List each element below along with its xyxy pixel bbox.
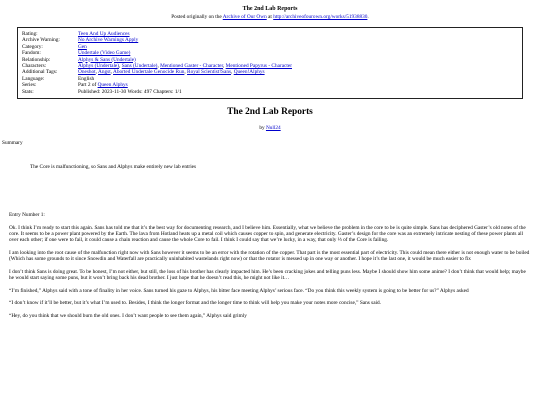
tag-link[interactable]: Royal Scientist!Sans [187,69,232,76]
body-paragraph: I am looking into the root cause of the malfunction right now with Sans however it seems to be an error with the rotation of the copper. That part is the most essential part of electricity. This could mean there either is not enough water to be boiled (Which has some grounds to it since Snowdin and Waterfall are practically uninhabited wastelands right now) or that the rotator is messed up in one way or another. I hope it’s the last one, it would be much easier to fix [9,249,530,263]
series-label: Series: [22,82,37,89]
character-link[interactable]: Mentioned Papyrus - Character [225,63,292,70]
warning-link[interactable]: No Archive Warnings Apply [78,37,139,44]
archive-link[interactable]: Archive of Our Own [222,14,267,21]
rating-link[interactable]: Teen And Up Audiences [78,30,130,37]
work-title: The 2nd Lab Reports [227,107,313,118]
character-link[interactable]: Alphys (Undertale) [78,63,120,70]
character-link[interactable]: Mentioned Gaster - Character [160,63,223,70]
byline-prefix: by [259,124,266,131]
relationship-label: Relationship: [22,56,51,63]
tag-link[interactable]: Aborted Undertale Genocide Run [113,69,185,76]
tag-link[interactable]: Queen!Alphys [233,69,265,76]
series-link[interactable]: Queen Alphys [97,82,128,89]
posted-line [0,14,540,20]
tags-label: Additional Tags: [22,69,58,76]
body-paragraph: “Hey, do you think that we should burn the old ones. I don’t want people to see them again,” Alphys said grimly [9,312,247,319]
document-header [0,0,540,21]
meta-row-stats [22,89,518,95]
header-title: The 2nd Lab Reports [242,6,298,12]
rating-label: Rating: [22,30,38,37]
language-value: English [78,75,95,82]
language-label: Language: [22,75,45,82]
body-paragraph: “I’m finished,” Alphys said with a tone of finality in her voice. Sans turned his gaze to Alphys, his bitter face meeting Alphys’ serious face. “Do you think this weekly system is going to be better for us?” Alphys asked [9,287,469,294]
relationship-link[interactable]: Alphys & Sans (Undertale) [78,56,136,63]
body-paragraph: I don’t think Sans is doing great. To be honest, I’m not either, but still, the loss of his brother has clearly impacted him. He’s been cracking jokes and telling puns less. Maybe I should show him some anime? I don’t think that would help; maybe he would start saying some puns, but it won’t bring back his dead brother. I just hope that he doesn’t read this, he might not like it… [9,268,526,282]
stats-label: Stats: [22,88,34,95]
fandom-link[interactable]: Undertale (Video Game) [78,50,131,57]
warning-label: Archive Warning: [22,37,60,44]
tag-link[interactable]: Angst [98,69,111,76]
entry-heading: Entry Number 1: [9,212,45,219]
summary-text: The Core is malfunctioning, so Sans and Alphys make entirely new lab entries [30,163,197,170]
summary-heading: Summary [2,140,23,147]
work-url-link[interactable]: http://archiveofourown.org/works/51938830 [273,14,368,21]
work-body [9,212,531,319]
body-paragraph: “I don’t know if it’ll be better, but it’s what I’m used to. Besides, I think the longer format and the longer time to think will help you make your notes more concise,” Sans said. [9,300,382,307]
posted-mid: at [266,14,274,21]
characters-label: Characters: [22,63,47,70]
body-paragraph: Ok. I think I’m ready to start this again. Sans has told me that it’s the best way for documenting research, and I believe him. Essentially, what we believe the problem in the core to be is quite simple. Sans has deciphered Gaster’s old notes of the core. It seems to be a power plant powered by the Earth. The lava from Hotland heats up a metal coil which causes copper to spin, and generate electricity. Gaster’s design for the core was an extremely intricate nesting of these power plants all over each other; if one were to fail, it could cause a chain reaction and cause the whole Core to fail. I think I could say that we’re lucky, in a way, that only ⅓ of the Core is failing. [9,224,526,244]
author-link[interactable]: Null24 [265,124,281,131]
posted-prefix: Posted originally on the [171,14,223,21]
characters-list: Alphys (Undertale), Sans (Undertale), Mentioned Gaster - Character, Mentioned Papyrus - Character [78,63,292,70]
fandom-label: Fandom: [22,50,41,57]
stats-value: Published: 2023-11-30 Words: 497 Chapters: 1/1 [78,88,182,95]
character-link[interactable]: Sans (Undertale) [121,63,158,70]
category-label: Category: [22,43,43,50]
series-prefix: Part 2 of [78,82,98,89]
tags-list: Oneshot, Angst, Aborted Undertale Genocide Run, Royal Scientist!Sans, Queen!Alphys [78,69,265,76]
posted-suffix: . [367,14,369,21]
byline [0,125,540,131]
category-link[interactable]: Gen [78,43,87,50]
metadata-box [17,27,523,100]
tag-link[interactable]: Oneshot [78,69,96,76]
